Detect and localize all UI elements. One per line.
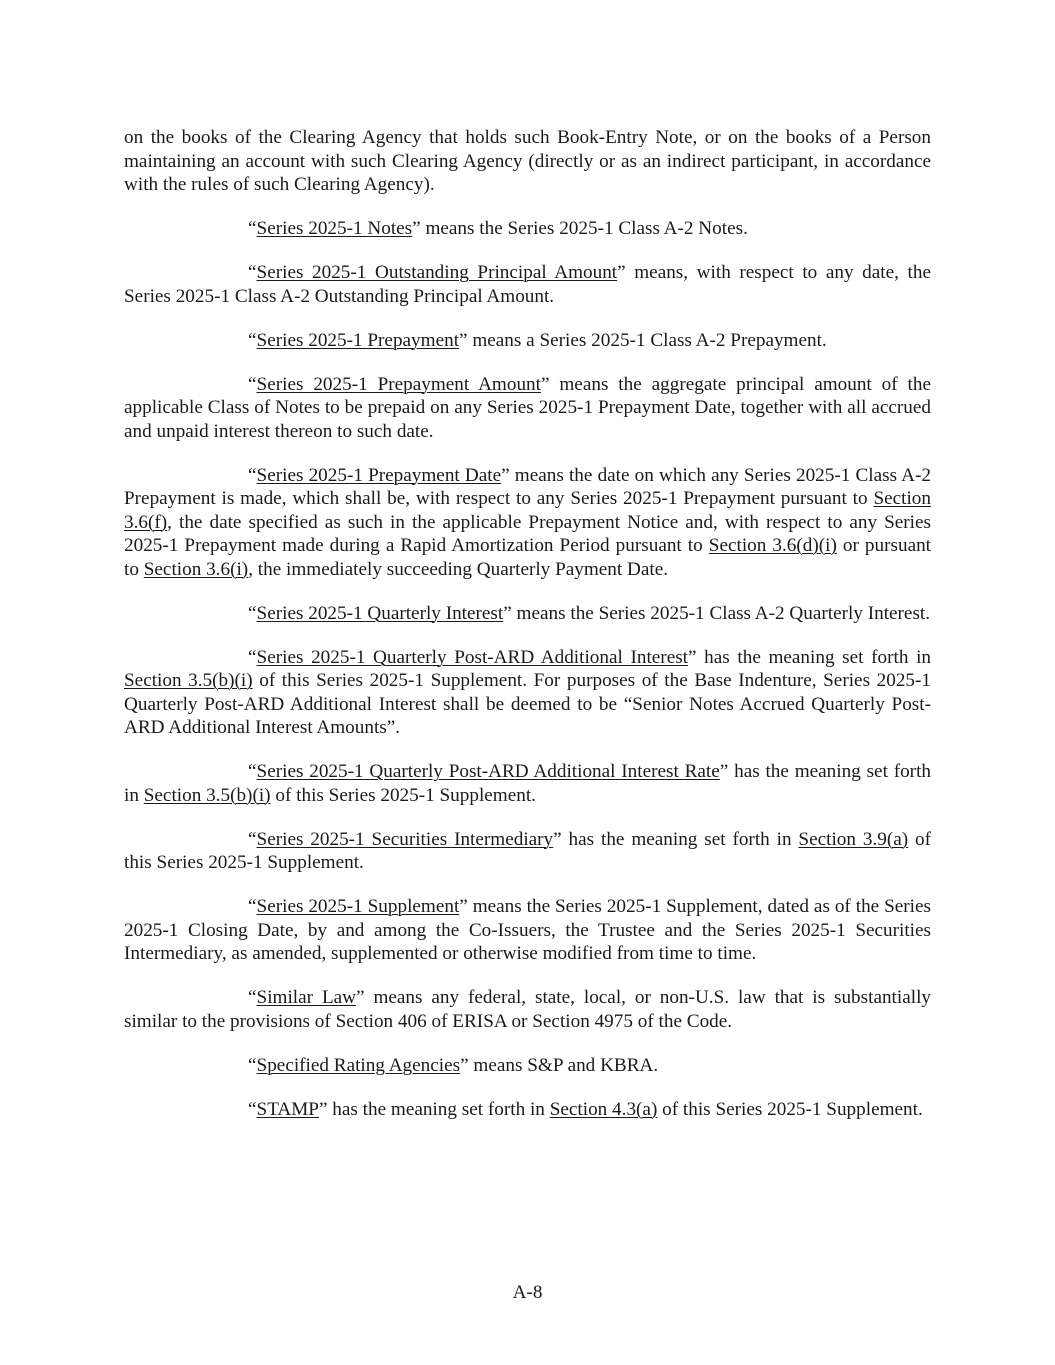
paragraph-text: ” means the date on which any Series 2025-1 Class A-2 Prepayment is made, which shall be, with respect to any Series 2025-1 Prepayment pursuant to [124,464,932,509]
paragraph-text: of this Series 2025-1 Supplement. [124,828,931,873]
def-similar-law [124,986,931,1033]
underlined-term: Series 2025-1 Prepayment Amount [256,373,541,395]
def-quarterly-post-ard-additional-interest [124,646,931,740]
paragraph-text: ” means a Series 2025-1 Class A-2 Prepayment. [459,329,827,351]
paragraph-text: of this Series 2025-1 Supplement. For purposes of the Base Indenture, Series 2025-1 Quarterly Post-ARD Additional Interest shall be deemed to be “Senior Notes Accrued Quarterly Post-ARD Additional Interest Amounts”. [124,670,931,738]
underlined-term: Section 3.5(b)(i) [124,670,253,691]
def-stamp [124,1098,931,1122]
paragraph-text: , the immediately succeeding Quarterly Payment Date. [248,558,669,580]
paragraph-text: “ [248,262,257,283]
paragraph-text: “ [248,761,257,782]
def-specified-rating-agencies [124,1054,931,1078]
paragraph-text: “ [248,896,257,917]
paragraph-text: “ [248,602,257,624]
def-prepayment-amount [124,373,931,444]
paragraph-text: ” has the meaning set forth in [688,646,931,668]
underlined-term: Series 2025-1 Quarterly Post-ARD Additional Interest [256,646,689,668]
underlined-term: Section 3.9(a) [798,828,909,850]
underlined-term: STAMP [256,1098,319,1120]
underlined-term: Series 2025-1 Quarterly Interest [256,602,504,624]
paragraph-text: ” means the aggregate principal amount of the applicable Class of Notes to be prepaid on any Series 2025-1 Prepayment Date, together with all accrued and unpaid interest thereon to such date. [124,373,931,442]
underlined-term: Specified Rating Agencies [256,1054,461,1076]
paragraph-text: ” has the meaning set forth in [124,761,931,806]
paragraph-text: “ [248,828,257,850]
underlined-term: Series 2025-1 Quarterly Post-ARD Additional Interest Rate [256,761,720,782]
def-quarterly-post-ard-additional-interest-rate [124,760,931,807]
paragraph-text: “ [248,464,257,486]
paragraph-text: “ [248,329,257,351]
def-prepayment-date [124,464,931,582]
paragraph-text: of this Series 2025-1 Supplement. [657,1098,923,1120]
underlined-term: Series 2025-1 Outstanding Principal Amount [256,262,618,283]
paragraph-text: ” means the Series 2025-1 Supplement, dated as of the Series 2025-1 Closing Date, by and among the Co-Issuers, the Trustee and the Series 2025-1 Securities Intermediary, as amended, supplemented or otherwise modified from time to time. [124,896,931,964]
paragraph-text: “ [248,373,257,395]
underlined-term: Series 2025-1 Notes [256,218,413,239]
underlined-term: Section 3.6(i) [143,558,249,580]
def-quarterly-interest [124,602,931,626]
para-continuation [124,126,931,197]
paragraph-text: “ [248,1054,257,1076]
underlined-term: Series 2025-1 Prepayment [256,329,460,351]
paragraph-text: ” means S&P and KBRA. [460,1054,659,1076]
underlined-term: Section 4.3(a) [549,1098,658,1120]
paragraph-text: “ [248,1098,257,1120]
underlined-term: Section 3.5(b)(i) [143,784,271,806]
underlined-term: Section 3.6(f) [124,488,931,533]
paragraph-text: of this Series 2025-1 Supplement. [270,784,536,806]
paragraph-text: ” has the meaning set forth in [553,828,799,850]
def-outstanding-principal-amount [124,261,931,308]
underlined-term: Section 3.6(d)(i) [708,535,837,556]
underlined-term: Series 2025-1 Supplement [256,896,460,917]
def-supplement [124,895,931,966]
definitions-body [124,126,931,1142]
paragraph-text: “ [248,646,257,668]
paragraph-text: ” means any federal, state, local, or non-U.S. law that is substantially similar to the provisions of Section 406 of ERISA or Section 4975 of the Code. [124,987,931,1032]
paragraph-text: “ [248,987,257,1008]
page-number: A-8 [512,1282,543,1303]
paragraph-text: “ [248,218,257,239]
paragraph-text: ” means the Series 2025-1 Class A-2 Notes. [412,218,748,239]
underlined-term: Series 2025-1 Prepayment Date [256,464,502,486]
paragraph-text: , the date specified as such in the applicable Prepayment Notice and, with respect to any Series 2025-1 Prepayment made during a Rapid Amortization Period pursuant to [124,511,931,556]
def-prepayment [124,329,931,353]
underlined-term: Series 2025-1 Securities Intermediary [256,828,554,850]
def-securities-intermediary [124,828,931,875]
underlined-term: Similar Law [256,987,357,1008]
paragraph-text: on the books of the Clearing Agency that holds such Book-Entry Note, or on the books of a Person maintaining an account with such Clearing Agency (directly or as an indirect participant, in accordance with the rules of such Clearing Agency). [124,127,931,195]
paragraph-text: ” means, with respect to any date, the Series 2025-1 Class A-2 Outstanding Principal Amount. [124,262,931,307]
paragraph-text: ” has the meaning set forth in [318,1098,550,1120]
def-series-2025-1-notes [124,217,931,241]
paragraph-text: ” means the Series 2025-1 Class A-2 Quarterly Interest. [503,602,931,624]
paragraph-text: or pursuant to [124,535,932,580]
